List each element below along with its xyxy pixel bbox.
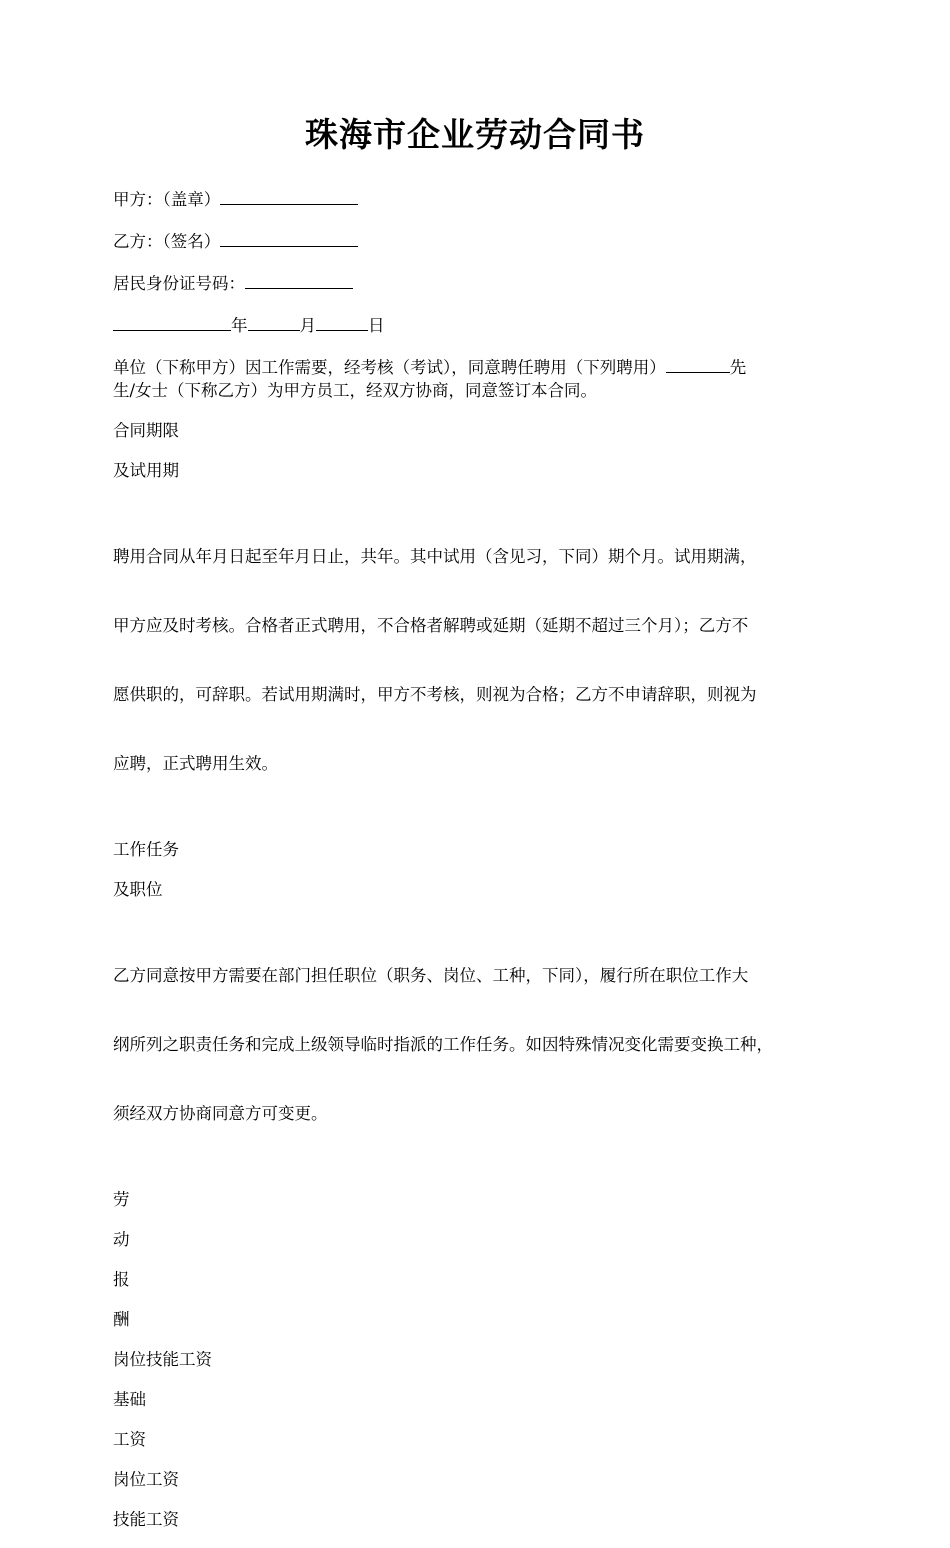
id-number-line	[113, 270, 850, 295]
section-duty-heading-1: 工作任务	[113, 840, 179, 859]
list-item: 基础	[113, 1390, 146, 1409]
party-a-label: 甲方：（盖章）	[113, 190, 221, 209]
party-b-line	[113, 228, 850, 253]
list-item: 岗位工资	[113, 1470, 179, 1489]
list-item: 劳	[113, 1190, 130, 1209]
party-a-line	[113, 186, 850, 211]
section-duty-body-line: 纲所列之职责任务和完成上级领导临时指派的工作任务。如因特殊情况变化需要变换工种，	[113, 1035, 773, 1054]
list-item: 酬	[113, 1310, 130, 1329]
intro-line-2: 生/女士（下称乙方）为甲方员工，经双方协商，同意签订本合同。	[113, 381, 598, 400]
day-label: 日	[368, 316, 385, 335]
party-b-label: 乙方：（签名）	[113, 232, 221, 251]
section-term-body	[113, 499, 850, 821]
year-label: 年	[231, 316, 248, 335]
section-term-body-line: 应聘，正式聘用生效。	[113, 754, 278, 773]
section-duty-body-line: 须经双方协商同意方可变更。	[113, 1104, 328, 1123]
intro-line-1	[113, 354, 850, 379]
section-term-heading-2: 及试用期	[113, 461, 179, 480]
party-b-blank	[220, 228, 358, 247]
section-duty-body	[113, 918, 850, 1171]
list-item: 报	[113, 1270, 130, 1289]
intro-text-1: 单位（下称甲方）因工作需要，经考核（考试），同意聘任聘用（下列聘用）	[113, 358, 666, 377]
list-item: 工资	[113, 1430, 146, 1449]
list-item: 技能工资	[113, 1510, 179, 1529]
section-duty-body-line: 乙方同意按甲方需要在部门担任职位（职务、岗位、工种，下同），履行所在职位工作大	[113, 966, 749, 985]
intro-paragraph	[113, 354, 850, 402]
list-item: 动	[113, 1230, 130, 1249]
day-blank	[316, 312, 368, 331]
id-number-label: 居民身份证号码：	[113, 274, 245, 293]
section-term-body-line: 聘用合同从年月日起至年月日止，共年。其中试用（含见习，下同）期个月。试用期满，	[113, 547, 757, 566]
list-item: 岗位技能工资	[113, 1350, 212, 1369]
id-number-blank	[245, 270, 353, 289]
section-term-body-line: 甲方应及时考核。合格者正式聘用，不合格者解聘或延期（延期不超过三个月）；乙方不	[113, 616, 749, 635]
party-a-blank	[220, 186, 358, 205]
section-term-heading-1: 合同期限	[113, 421, 179, 440]
contract-page	[113, 110, 850, 1548]
section-duty-heading-2: 及职位	[113, 880, 163, 899]
intro-text-2: 先	[729, 358, 747, 377]
month-blank	[248, 312, 300, 331]
year-blank	[113, 312, 231, 331]
month-label: 月	[299, 316, 316, 335]
document-title: 珠海市企业劳动合同书	[305, 115, 645, 154]
section-term-body-line: 愿供职的，可辞职。若试用期满时，甲方不考核，则视为合格；乙方不申请辞职，则视为	[113, 685, 757, 704]
employee-name-blank	[666, 354, 730, 373]
date-line	[113, 312, 850, 337]
